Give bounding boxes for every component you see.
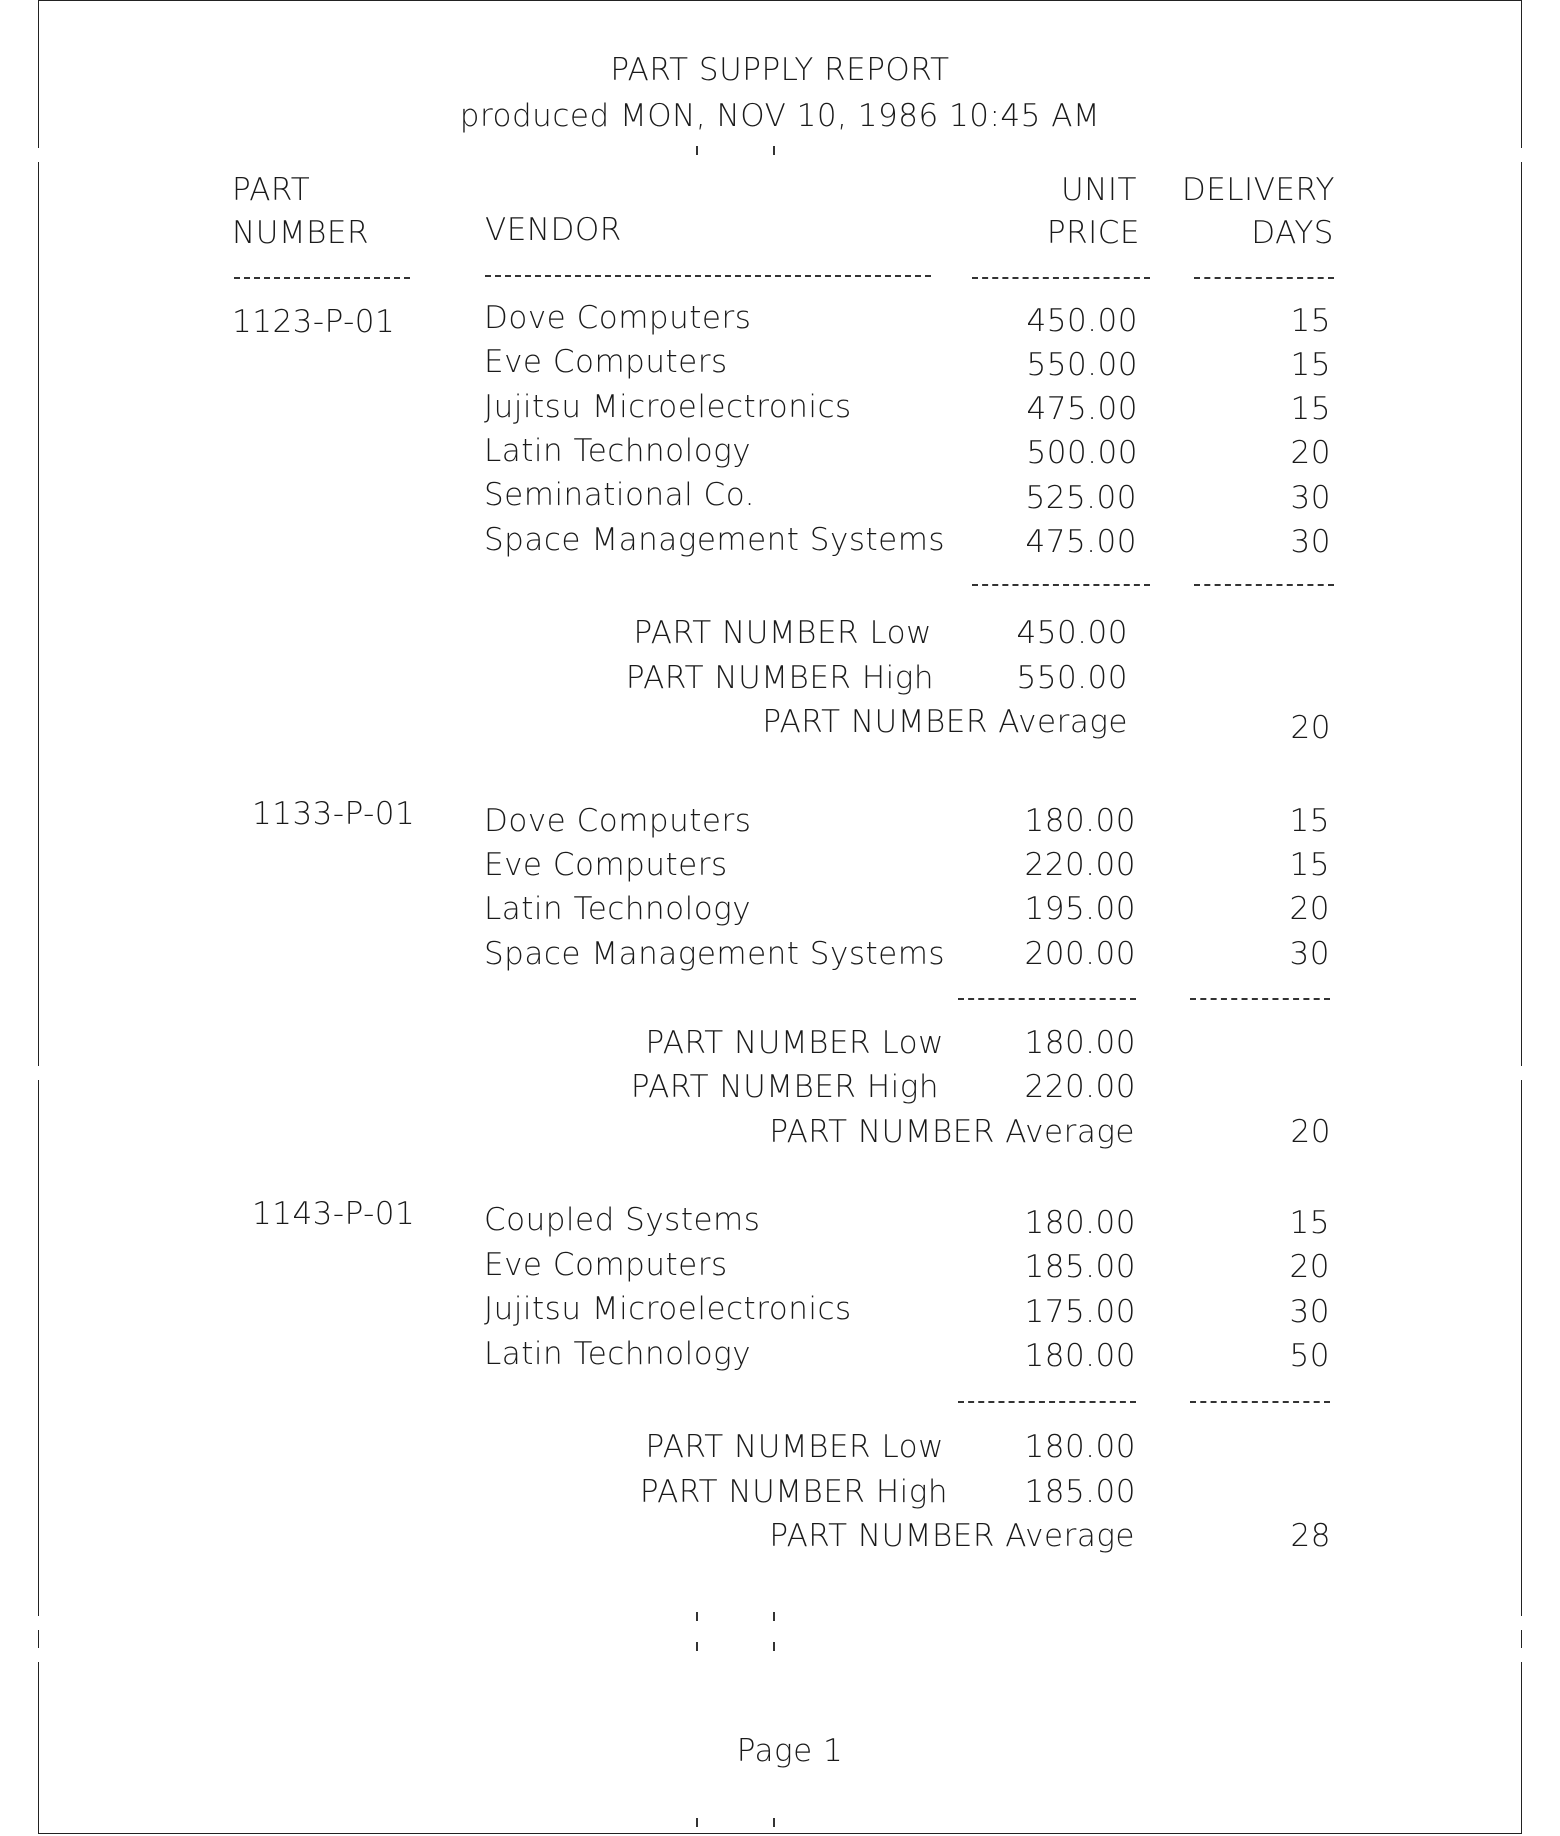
header-rule-days [1194,277,1334,279]
tick-mark [773,1642,775,1651]
summary-avg-value: 28 [1290,1518,1331,1554]
vendor-cell: Space Management Systems [484,936,946,972]
days-cell: 30 [1290,480,1331,516]
vendor-cell: Dove Computers [484,803,752,839]
vendor-cell: Latin Technology [484,1336,752,1372]
header-part-2: NUMBER [232,215,370,251]
vendor-cell: Eve Computers [484,1247,728,1283]
summary-avg-value: 20 [1290,710,1331,746]
header-days-2: DAYS [1251,215,1334,251]
vendor-cell: Space Management Systems [484,522,946,558]
price-cell: 185.00 [1024,1249,1136,1285]
header-rule-price [972,277,1150,279]
border-gap [35,1648,41,1662]
border-gap [1519,1648,1525,1662]
price-cell: 175.00 [1024,1294,1136,1330]
page-number: Page 1 [736,1733,844,1769]
vendor-cell: Jujitsu Microelectronics [484,1291,852,1327]
days-cell: 30 [1289,936,1330,972]
header-days-1: DELIVERY [1181,172,1335,208]
days-cell: 15 [1290,391,1331,427]
price-cell: 550.00 [1026,347,1138,383]
days-cell: 20 [1289,891,1330,927]
header-rule-part [234,277,410,279]
vendor-cell: Jujitsu Microelectronics [484,389,852,425]
days-cell: 30 [1290,524,1331,560]
days-cell: 30 [1289,1294,1330,1330]
summary-low-value: 180.00 [1024,1025,1136,1061]
summary-avg-label: PART NUMBER Average [762,704,1128,740]
price-cell: 525.00 [1025,480,1137,516]
summary-low-value: 180.00 [1024,1429,1136,1465]
header-part-1: PART [232,172,311,208]
summary-avg-value: 20 [1290,1114,1331,1150]
border-gap [35,148,41,162]
part-number: 1133-P-01 [252,796,416,832]
summary-avg-label: PART NUMBER Average [769,1518,1135,1554]
report-subtitle: produced MON, NOV 10, 1986 10:45 AM [459,98,1101,134]
border-gap [1519,1616,1525,1630]
tick-mark [773,1818,775,1827]
subtotal-rule-days [1190,998,1330,1000]
vendor-cell: Eve Computers [484,344,728,380]
price-cell: 475.00 [1026,391,1138,427]
tick-mark [773,146,775,155]
days-cell: 15 [1289,847,1330,883]
summary-high-value: 550.00 [1016,660,1128,696]
summary-low-label: PART NUMBER Low [645,1025,944,1061]
summary-high-value: 185.00 [1024,1474,1136,1510]
price-cell: 475.00 [1025,524,1137,560]
tick-mark [696,1818,698,1827]
header-vendor: VENDOR [485,212,622,248]
price-cell: 200.00 [1024,936,1136,972]
border-gap [1519,1066,1525,1080]
tick-mark [773,1612,775,1621]
report-title: PART SUPPLY REPORT [610,52,950,88]
vendor-cell: Seminational Co. [484,477,755,513]
summary-high-label: PART NUMBER High [625,660,934,696]
summary-high-label: PART NUMBER High [630,1069,939,1105]
part-number: 1143-P-01 [252,1196,416,1232]
header-price-2: PRICE [1046,215,1140,251]
vendor-cell: Eve Computers [484,847,728,883]
subtotal-rule-price [958,1401,1136,1403]
border-gap [35,1066,41,1080]
summary-low-value: 450.00 [1016,615,1128,651]
header-price-1: UNIT [1061,172,1137,208]
days-cell: 15 [1289,803,1330,839]
summary-avg-label: PART NUMBER Average [769,1114,1135,1150]
price-cell: 180.00 [1024,1205,1136,1241]
border-gap [1519,148,1525,162]
price-cell: 220.00 [1024,847,1136,883]
summary-low-label: PART NUMBER Low [645,1429,944,1465]
price-cell: 195.00 [1024,891,1136,927]
price-cell: 180.00 [1024,803,1136,839]
price-cell: 180.00 [1024,1338,1136,1374]
vendor-cell: Dove Computers [484,300,752,336]
days-cell: 20 [1289,1249,1330,1285]
days-cell: 20 [1290,435,1331,471]
days-cell: 15 [1290,347,1331,383]
vendor-cell: Latin Technology [484,433,752,469]
tick-mark [696,1642,698,1651]
subtotal-rule-price [972,584,1150,586]
tick-mark [696,1612,698,1621]
subtotal-rule-price [958,998,1136,1000]
summary-high-label: PART NUMBER High [639,1474,948,1510]
header-rule-vendor [485,275,931,277]
summary-low-label: PART NUMBER Low [633,615,932,651]
part-number: 1123-P-01 [232,304,396,340]
days-cell: 15 [1289,1205,1330,1241]
days-cell: 15 [1290,303,1331,339]
subtotal-rule-days [1194,584,1334,586]
price-cell: 500.00 [1026,435,1138,471]
border-gap [35,1616,41,1630]
price-cell: 450.00 [1026,303,1138,339]
vendor-cell: Coupled Systems [484,1202,761,1238]
summary-high-value: 220.00 [1024,1069,1136,1105]
tick-mark [696,146,698,155]
days-cell: 50 [1289,1338,1330,1374]
subtotal-rule-days [1190,1401,1330,1403]
vendor-cell: Latin Technology [484,891,752,927]
